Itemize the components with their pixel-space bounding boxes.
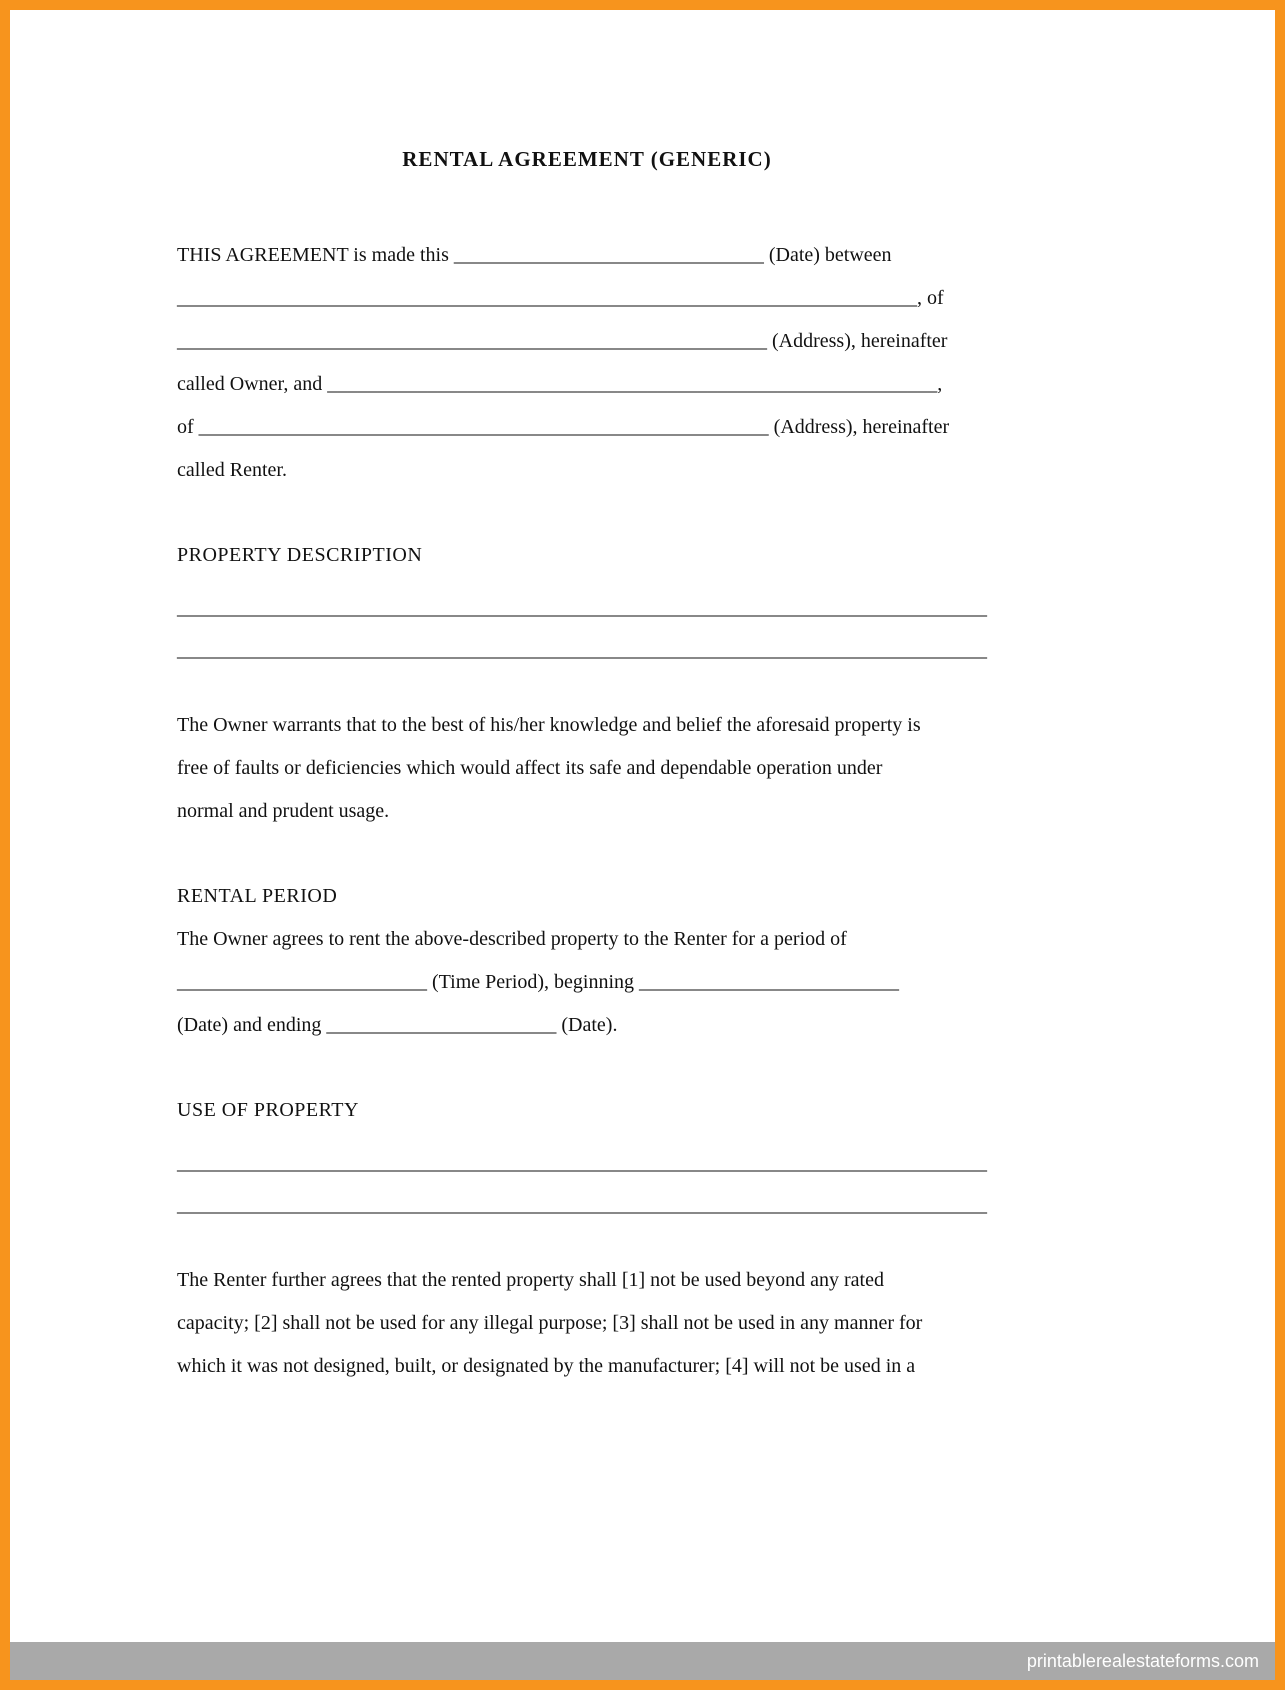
- form-line: __________________________________________________________________________, of: [177, 287, 944, 309]
- use-of-property-section: [177, 1089, 1007, 1388]
- paragraph-line: The Renter further agrees that the rented property shall [1] not be used beyond any rated: [177, 1269, 884, 1291]
- paragraph-line: which it was not designed, built, or designated by the manufacturer; [4] will not be used in a: [177, 1355, 916, 1377]
- renter-terms-paragraph: [177, 1259, 1007, 1388]
- paragraph-line: capacity; [2] shall not be used for any illegal purpose; [3] shall not be used in any manner for: [177, 1312, 923, 1334]
- document-title: RENTAL AGREEMENT (GENERIC): [402, 147, 772, 171]
- form-line: called Renter.: [177, 459, 287, 481]
- document-content: [10, 10, 1007, 1388]
- form-line: called Owner, and _____________________________________________________________,: [177, 373, 943, 395]
- paragraph-line: normal and prudent usage.: [177, 800, 390, 822]
- section-heading-property-description: PROPERTY DESCRIPTION: [177, 544, 423, 566]
- footer-watermark-bar: [10, 1642, 1275, 1680]
- form-line: _________________________ (Time Period), beginning __________________________: [177, 971, 900, 993]
- paragraph-line: The Owner warrants that to the best of his/her knowledge and belief the aforesaid property is: [177, 714, 921, 736]
- intro-section: [177, 234, 1007, 492]
- blank-line: _________________________________________________________________________________: [177, 639, 987, 661]
- section-heading-use-of-property: USE OF PROPERTY: [177, 1099, 359, 1121]
- warranty-paragraph: [177, 704, 1007, 833]
- rental-period-section: [177, 875, 1007, 1047]
- form-line: ___________________________________________________________ (Address), hereinafter: [177, 330, 948, 352]
- section-heading-rental-period: RENTAL PERIOD: [177, 885, 338, 907]
- property-description-section: [177, 534, 1007, 833]
- blank-line: _________________________________________________________________________________: [177, 1194, 987, 1216]
- blank-line: _________________________________________________________________________________: [177, 1152, 987, 1174]
- paragraph-line: free of faults or deficiencies which would affect its safe and dependable operation under: [177, 757, 883, 779]
- footer-site-text: printablerealestateforms.com: [1026, 1651, 1259, 1671]
- form-line: (Date) and ending _______________________ (Date).: [177, 1014, 618, 1036]
- blank-write-in-lines: [177, 587, 1007, 671]
- rental-period-paragraph: [177, 918, 1007, 1047]
- form-line: THIS AGREEMENT is made this _______________________________ (Date) between: [177, 244, 892, 266]
- paragraph-line: The Owner agrees to rent the above-described property to the Renter for a period of: [177, 928, 847, 950]
- blank-write-in-lines: [177, 1142, 1007, 1226]
- blank-line: _________________________________________________________________________________: [177, 597, 987, 619]
- form-line: of _________________________________________________________ (Address), hereinafter: [177, 416, 950, 438]
